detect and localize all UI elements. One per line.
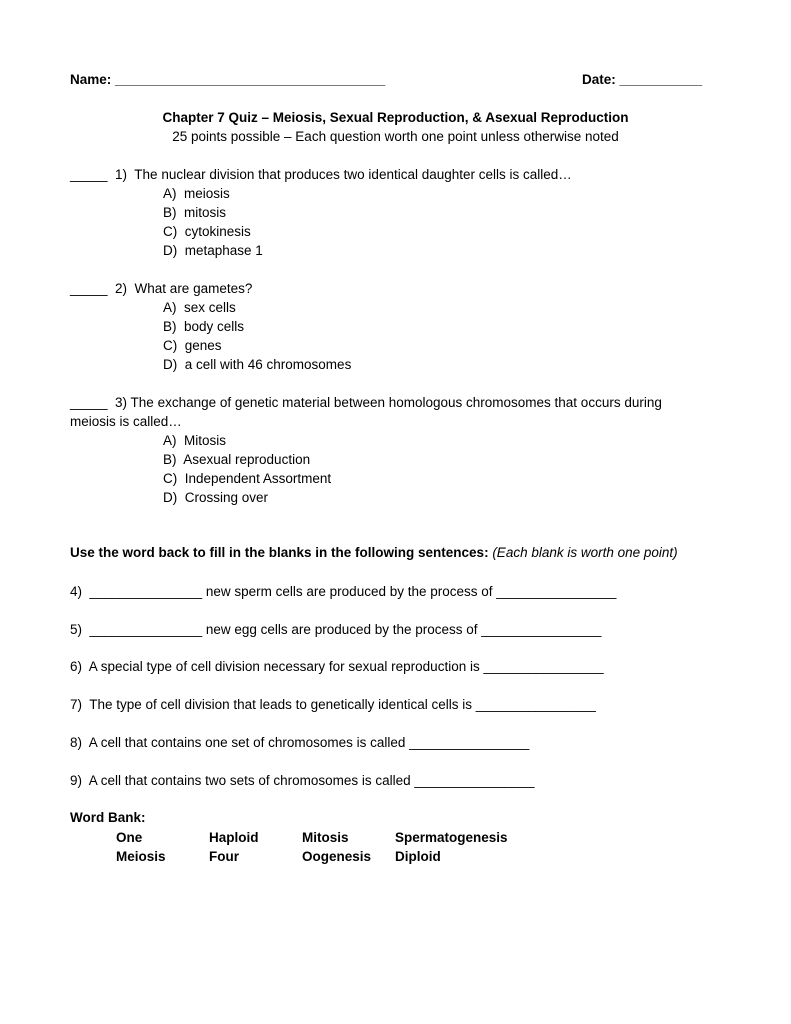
word-bank-word: One xyxy=(116,830,143,845)
date-field-label: Date: ___________ xyxy=(582,72,703,87)
fill-item-6: 6) A special type of cell division necessary for sexual reproduction is ________________ xyxy=(70,659,604,674)
question-1-option-d: D) metaphase 1 xyxy=(163,243,263,258)
question-1: _____ 1) The nuclear division that produces two identical daughter cells is called… xyxy=(70,167,572,182)
fill-section-heading xyxy=(70,543,678,562)
question-3-option-a: A) Mitosis xyxy=(163,433,227,448)
word-bank-title: Word Bank: xyxy=(70,810,146,825)
fill-section-heading-text: Use the word back to fill in the blanks in the following sentences: xyxy=(70,545,493,560)
word-bank-word: Mitosis xyxy=(302,830,349,845)
question-2-option-d: D) a cell with 46 chromosomes xyxy=(163,357,352,372)
question-3: _____ 3) The exchange of genetic material between homologous chromosomes that occurs during xyxy=(70,395,662,410)
word-bank-word: Meiosis xyxy=(116,849,166,864)
word-bank-word: Spermatogenesis xyxy=(395,830,508,845)
question-2-option-c: C) genes xyxy=(163,338,222,353)
fill-section-heading-note: (Each blank is worth one point) xyxy=(492,545,678,560)
name-field-label: Name: ____________________________________ xyxy=(70,72,386,87)
word-bank-word: Diploid xyxy=(395,849,441,864)
question-3-option-d: D) Crossing over xyxy=(163,490,269,505)
question-3-option-c: C) Independent Assortment xyxy=(163,471,332,486)
question-2: _____ 2) What are gametes? xyxy=(70,281,253,296)
fill-item-9: 9) A cell that contains two sets of chromosomes is called ________________ xyxy=(70,773,535,788)
quiz-title: Chapter 7 Quiz – Meiosis, Sexual Reproduction, & Asexual Reproduction xyxy=(162,110,629,125)
fill-item-4: 4) _______________ new sperm cells are produced by the process of ________________ xyxy=(70,584,617,599)
question-3-continued: meiosis is called… xyxy=(70,414,182,429)
fill-item-5: 5) _______________ new egg cells are produced by the process of ________________ xyxy=(70,622,602,637)
question-2-option-a: A) sex cells xyxy=(163,300,236,315)
word-bank-word: Haploid xyxy=(209,830,259,845)
fill-item-8: 8) A cell that contains one set of chromosomes is called ________________ xyxy=(70,735,530,750)
question-2-option-b: B) body cells xyxy=(163,319,245,334)
question-1-option-b: B) mitosis xyxy=(163,205,227,220)
word-bank-word: Oogenesis xyxy=(302,849,372,864)
quiz-subtitle: 25 points possible – Each question worth one point unless otherwise noted xyxy=(172,129,619,144)
question-3-option-b: B) Asexual reproduction xyxy=(163,452,311,467)
word-bank-word: Four xyxy=(209,849,239,864)
question-1-option-c: C) cytokinesis xyxy=(163,224,251,239)
question-1-option-a: A) meiosis xyxy=(163,186,230,201)
fill-item-7: 7) The type of cell division that leads to genetically identical cells is ________________ xyxy=(70,697,596,712)
